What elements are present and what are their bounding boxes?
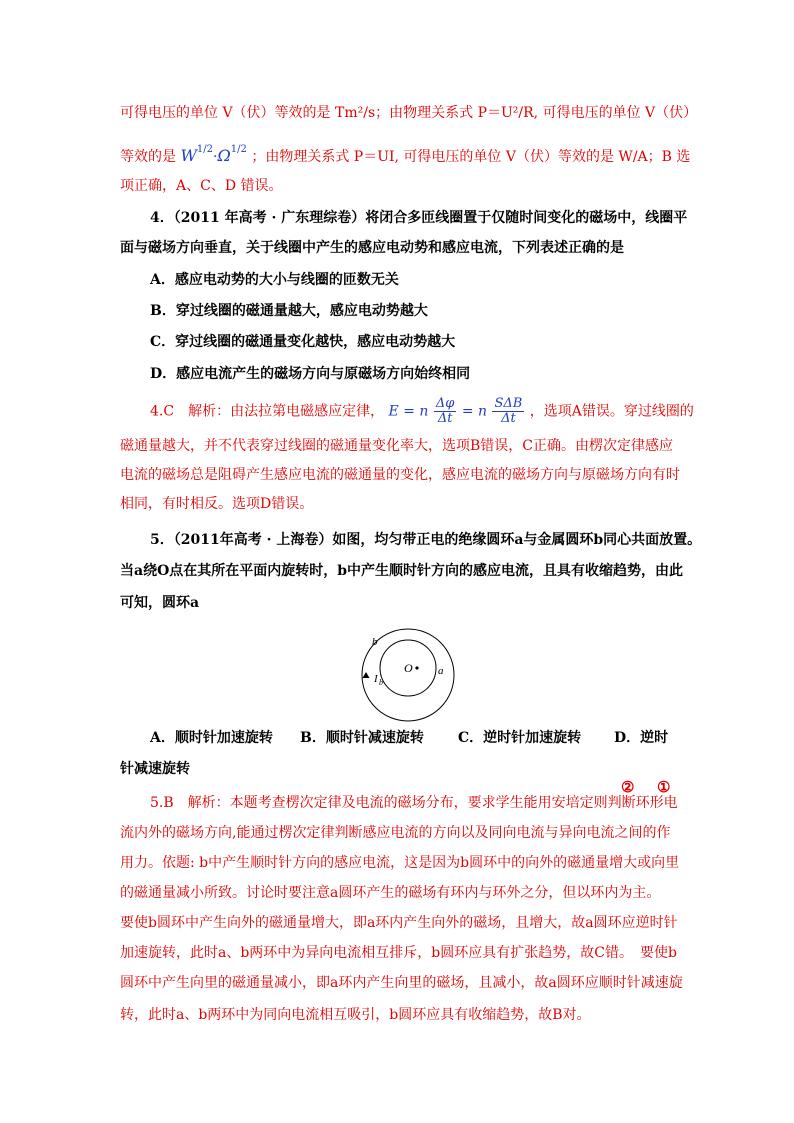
question4-option-a: A．感应电动势的大小与线圈的匝数无关: [150, 272, 399, 288]
unit-formula: [180, 146, 246, 169]
question5-stem-line2: 当a绕O点在其所在平面内旋转时，b中产生顺时针方向的感应电流，且具有收缩趋势，由此: [120, 563, 684, 579]
formula-W: W: [180, 146, 197, 165]
annotation-mark-1: ①: [657, 778, 671, 796]
answer5-line8: 转，此时a、b两环中为同向电流相互吸引，b圆环应具有收缩趋势，故B对。: [120, 1007, 591, 1023]
label-o: O: [404, 661, 413, 675]
question4-stem-line1: 4．（2011 年高考 · 广东理综卷）将闭合多匝线圈置于仅随时间变化的磁场中，线圈平: [150, 210, 688, 226]
concentric-rings-figure: [360, 628, 470, 724]
current-arrow: [363, 672, 370, 678]
formula-omega-exponent: 1/2: [230, 144, 247, 155]
answer4-intro: 4.C 解析：由法拉第电磁感应定律，: [150, 403, 385, 420]
formula-eq2: = n: [457, 403, 488, 420]
question4-stem-line2: 面与磁场方向垂直，关于线圈中产生的感应电动势和感应电流，下列表述正确的是: [120, 240, 624, 256]
question4-option-b: B．穿过线圈的磁通量越大，感应电动势越大: [150, 303, 428, 319]
fraction-sdb-dt: $\frac{\text{SΔB}}{\Delta t}$: [494, 396, 523, 426]
formula-omega: Ω: [217, 146, 231, 165]
formula-W-exponent: 1/2: [196, 144, 214, 155]
formula-eq1: = n: [398, 403, 429, 420]
answer5-line6: 加速旋转，此时a、b两环中为异向电流相互排斥，b圆环应具有扩张趋势，故C错。 要使b: [120, 945, 677, 961]
question5-option-b: B．顺时针减速旋转: [300, 730, 424, 746]
question5-option-d: D．逆时: [614, 730, 669, 746]
question5-stem-line3: 可知，圆环a: [120, 595, 200, 611]
label-b: b: [372, 636, 378, 648]
label-current-i: I: [374, 673, 378, 685]
question4-option-c: C．穿过线圈的磁通量变化越快，感应电动势越大: [150, 334, 456, 350]
answer5-line7: 圆环中产生向里的磁通量减小，即a环内产生向里的磁场，且减小，故a圆环应顺时针减速旋: [120, 975, 683, 991]
answer5-line4: 的磁通量减小所致。讨论时要注意a圆环产生的磁场有环内与环外之分，但以环内为主。: [120, 885, 661, 901]
question5-option-c: C．逆时针加速旋转: [458, 730, 582, 746]
answer4-line3: 电流的磁场总是阻碍产生感应电流的磁通量的变化，感应电流的磁场方向与原磁场方向有时: [120, 467, 680, 483]
answer4-option-a-result: ，选项A错误。穿过线圈的: [529, 403, 694, 420]
question5-option-a: A．顺时针加速旋转: [150, 730, 273, 746]
answer3-line2: [120, 146, 690, 169]
answer3-line2-end: ；由物理关系式 P＝UI, 可得电压的单位 V（伏）等效的是 W/A；B 选: [251, 149, 691, 165]
annotation-mark-2: ②: [621, 778, 635, 796]
answer4-line1: [150, 397, 694, 426]
formula-E: E: [388, 403, 399, 420]
formula-dot: ·: [213, 149, 218, 165]
question4-option-d: D．感应电流产生的磁场方向与原磁场方向始终相同: [150, 366, 471, 382]
center-point-o: [415, 666, 418, 669]
question5-stem-line1: 5．（2011年高考 · 上海卷）如图，均匀带正电的绝缘圆环a与金属圆环b同心共面放置。: [150, 532, 702, 548]
label-a: a: [438, 665, 444, 677]
answer5-line1: 5.B 解析：本题考查楞次定律及电流的磁场分布，要求学生能用安培定则判断环形电: [150, 795, 678, 811]
fraction-dphi-dt: $\frac{\Delta\varphi}{\Delta t}$: [435, 396, 455, 426]
answer4-line4: 相同，有时相反。选项D错误。: [120, 496, 314, 512]
answer5-line5: 要使b圆环中产生向外的磁通量增大，即a环内产生向外的磁场，且增大，故a圆环应逆时针: [120, 915, 678, 931]
answer3-line3: 项正确，A、C、D 错误。: [120, 178, 283, 194]
label-current-sub: b: [379, 678, 383, 687]
answer4-line2: 磁通量越大，并不代表穿过线圈的磁通量变化率大，选项B错误，C正确。由楞次定律感应: [120, 438, 673, 454]
answer5-line3: 用力。依题: b中产生顺时针方向的感应电流，这是因为b圆环中的向外的磁通量增大或向里: [120, 855, 680, 871]
answer3-line2-start: 等效的是: [120, 149, 176, 165]
question5-option-d-continued: 针减速旋转: [120, 761, 190, 777]
answer5-line2: 流内外的磁场方向,能通过楞次定律判断感应电流的方向以及同向电流与异向电流之间的作: [120, 825, 671, 841]
answer3-line1: 可得电压的单位 V（伏）等效的是 Tm²/s；由物理关系式 P＝U²/R, 可得电压的单位 V（伏）: [120, 105, 698, 121]
